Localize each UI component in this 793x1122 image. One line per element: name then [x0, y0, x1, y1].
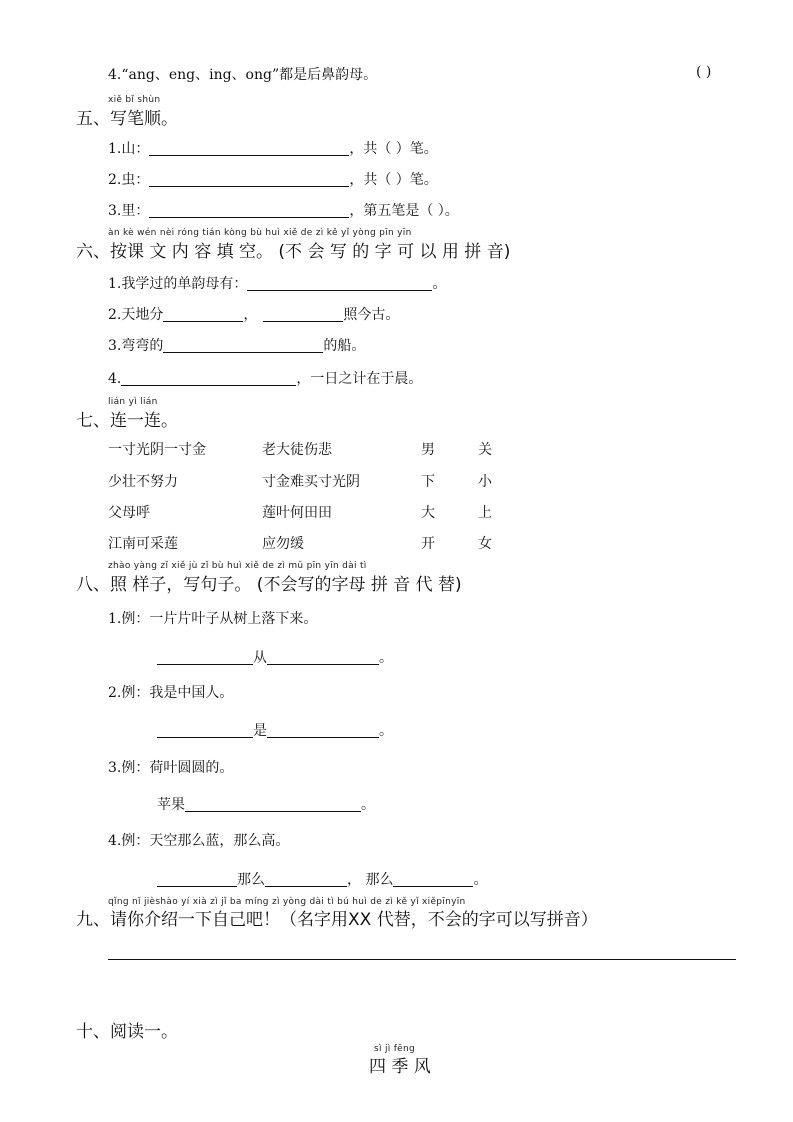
- section-5-pinyin: xiě bǐ shùn: [108, 95, 161, 105]
- question-suffix: 照今古。: [343, 307, 400, 323]
- sentence-start: 苹果: [157, 797, 185, 813]
- answer-blank[interactable]: [267, 650, 379, 665]
- example-sentence-4: 4.例：天空那么蓝，那么高。: [108, 833, 290, 849]
- answer-blank[interactable]: [149, 203, 349, 218]
- section-10-title: 十、阅读一。: [76, 1022, 178, 1042]
- connector-word: 从: [253, 650, 267, 666]
- section-8-title: 八、照 样子，写句子。 (不会写的字母 拼 音 代 替): [76, 575, 462, 595]
- match-col2-item[interactable]: 老大徒伤悲: [262, 442, 332, 458]
- match-col3-item[interactable]: 男: [421, 442, 435, 458]
- answer-blank[interactable]: [157, 723, 253, 738]
- line-suffix: ，共（ ）笔。: [349, 141, 438, 157]
- match-col2-item[interactable]: 寸金难买寸光阴: [262, 474, 360, 490]
- stroke-order-line-1: [108, 138, 438, 158]
- line-label: 3.里：: [108, 203, 150, 219]
- match-col1-item[interactable]: 少壮不努力: [108, 474, 178, 490]
- match-col1-item[interactable]: 父母呼: [108, 505, 150, 521]
- line-label: 1.山：: [108, 141, 150, 157]
- question-suffix: 。: [432, 276, 447, 292]
- self-introduction-answer-line[interactable]: [108, 959, 736, 960]
- period: 。: [473, 872, 488, 888]
- match-col4-item[interactable]: 女: [478, 536, 492, 552]
- answer-blank[interactable]: [157, 650, 253, 665]
- question-separator: ，: [243, 307, 258, 323]
- match-col3-item[interactable]: 下: [421, 474, 435, 490]
- answer-line-1: [157, 647, 393, 667]
- poem-title-pinyin: sì jì fēng: [374, 1044, 416, 1054]
- period: 。: [379, 650, 393, 666]
- answer-blank[interactable]: [157, 872, 237, 887]
- answer-blank[interactable]: [265, 872, 347, 887]
- fill-blank-2: [108, 304, 399, 324]
- match-col2-item[interactable]: 应勿缓: [262, 536, 304, 552]
- answer-blank[interactable]: [163, 338, 323, 353]
- fill-blank-3: [108, 335, 365, 355]
- section-7-title: 七、连一连。: [76, 411, 178, 431]
- section-9-title: 九、请你介绍一下自己吧！（名字用XX 代替，不会的字可以写拼音）: [76, 910, 598, 930]
- connector-word: 那么: [237, 872, 265, 888]
- match-col3-item[interactable]: 大: [421, 505, 435, 521]
- line-suffix: ，共（ ）笔。: [349, 172, 438, 188]
- period: 。: [379, 723, 393, 739]
- example-sentence-2: 2.例：我是中国人。: [108, 685, 234, 701]
- match-col4-item[interactable]: 上: [478, 505, 492, 521]
- answer-line-3: [157, 794, 375, 814]
- section-7-pinyin: lián yì lián: [108, 397, 158, 407]
- match-col1-item[interactable]: 一寸光阴一寸金: [108, 442, 206, 458]
- stroke-order-line-2: [108, 169, 438, 189]
- question-suffix: 的船。: [323, 338, 366, 354]
- line-label: 2.虫：: [108, 172, 150, 188]
- section-9-pinyin: qǐng nǐ jièshào yí xià zì jǐ ba míng zì yòng dài tì bú huì de zì kě yǐ xiěpīnyīn: [108, 897, 466, 907]
- answer-blank[interactable]: [163, 307, 243, 322]
- match-col3-item[interactable]: 开: [421, 536, 435, 552]
- match-col2-item[interactable]: 莲叶何田田: [262, 505, 332, 521]
- match-col4-item[interactable]: 小: [478, 474, 492, 490]
- answer-blank[interactable]: [149, 141, 349, 156]
- match-col1-item[interactable]: 江南可采莲: [108, 536, 178, 552]
- question-suffix: ，一日之计在于晨。: [296, 371, 423, 387]
- question-label: 2.天地分: [108, 307, 164, 323]
- answer-blank[interactable]: [393, 872, 473, 887]
- section-6-pinyin: àn kè wén nèi róng tián kòng bù huì xiě de zì kě yǐ yòng pīn yīn: [108, 228, 412, 238]
- fill-blank-1: [108, 273, 446, 293]
- poem-title: 四 季 风: [369, 1057, 431, 1077]
- section-5-title: 五、写笔顺。: [76, 109, 178, 129]
- question-label: 1.我学过的单韵母有：: [108, 276, 248, 292]
- example-sentence-1: 1.例：一片片叶子从树上落下来。: [108, 611, 318, 627]
- section-8-pinyin: zhào yàng zǐ xiě jù zǐ bù huì xiě de zì mǔ pīn yīn dài tì: [108, 561, 367, 571]
- match-col4-item[interactable]: 关: [478, 442, 492, 458]
- connector-word: ， 那么: [347, 872, 394, 888]
- answer-blank[interactable]: [247, 276, 432, 291]
- answer-blank[interactable]: [149, 172, 349, 187]
- question-label: 3.弯弯的: [108, 338, 164, 354]
- true-false-question-4: 4.“ang、eng、ing、ong”都是后鼻韵母。: [108, 67, 378, 83]
- connector-word: 是: [253, 723, 267, 739]
- answer-blank[interactable]: [267, 723, 379, 738]
- answer-blank[interactable]: [263, 307, 343, 322]
- line-suffix: ，第五笔是（ ）。: [349, 203, 459, 219]
- answer-line-4: [157, 869, 487, 889]
- answer-blank[interactable]: [185, 797, 361, 812]
- fill-blank-4: [108, 368, 422, 388]
- question-label: 4.: [108, 371, 122, 387]
- section-6-title: 六、按课 文 内 容 填 空。 (不 会 写 的 字 可 以 用 拼 音): [76, 242, 511, 262]
- stroke-order-line-3: [108, 200, 459, 220]
- period: 。: [361, 797, 375, 813]
- example-sentence-3: 3.例：荷叶圆圆的。: [108, 760, 234, 776]
- answer-parentheses[interactable]: ( ): [696, 64, 712, 80]
- answer-line-2: [157, 720, 393, 740]
- answer-blank[interactable]: [121, 371, 296, 386]
